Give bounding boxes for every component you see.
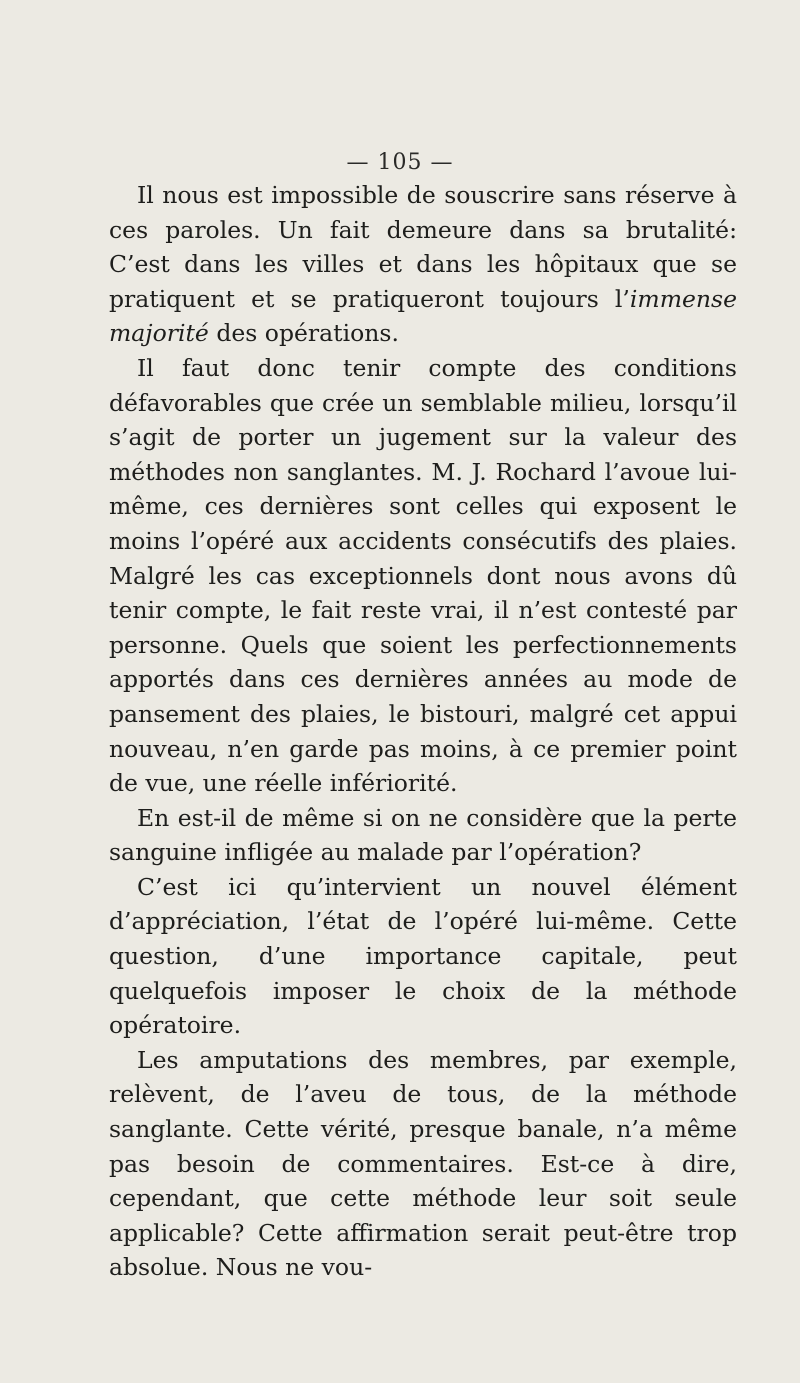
paragraph-1-text-before: Il nous est impossible de souscrire sans réserve à ces paroles. Un fait demeure dans sa brutalité: C’est dans les villes et dans les hôpitaux que se pratiquent et se pratiqueront toujours l’ (109, 181, 737, 313)
paragraph-1 (109, 178, 737, 351)
body-text (109, 178, 737, 1285)
paragraph-5: Les amputations des membres, par exemple, relèvent, de l’aveu de tous, de la méthode sanglante. Cette vérité, presque banale, n’a même pas besoin de commentaires. Est-ce à dire, cependant, que cette méthode leur soit seule applicable? Cette affirmation serait peut-être trop absolue. Nous ne vou- (109, 1045, 737, 1282)
paragraph-3: En est-il de même si on ne considère que la perte sanguine infligée au malade par l’opération? (109, 803, 737, 867)
paragraph-1-emphasis: immense majorité (109, 284, 737, 348)
paragraph-4: C’est ici qu’intervient un nouvel élément d’appréciation, l’état de l’opéré lui-même. Cette question, d’une importance capitale, peut quelquefois imposer le choix de la méthode opératoire. (109, 872, 737, 1040)
paragraph-1-text-after: des opérations. (208, 319, 399, 348)
page-number: — 105 — (346, 150, 454, 175)
paragraph-2: Il faut donc tenir compte des conditions défavorables que crée un semblable milieu, lorsqu’il s’agit de porter un jugement sur la valeur des méthodes non sanglantes. M. J. Rochard l’avoue lui-même, ces dernières sont celles qui exposent le moins l’opéré aux accidents consécutifs des plaies. Malgré les cas exceptionnels dont nous avons dû tenir compte, le fait reste vrai, il n’est contesté par personne. Quels que soient les perfectionnements apportés dans ces dernières années au mode de pansement des plaies, le bistouri, malgré cet appui nouveau, n’en garde pas moins, à ce premier point de vue, une réelle infériorité. (109, 353, 737, 798)
